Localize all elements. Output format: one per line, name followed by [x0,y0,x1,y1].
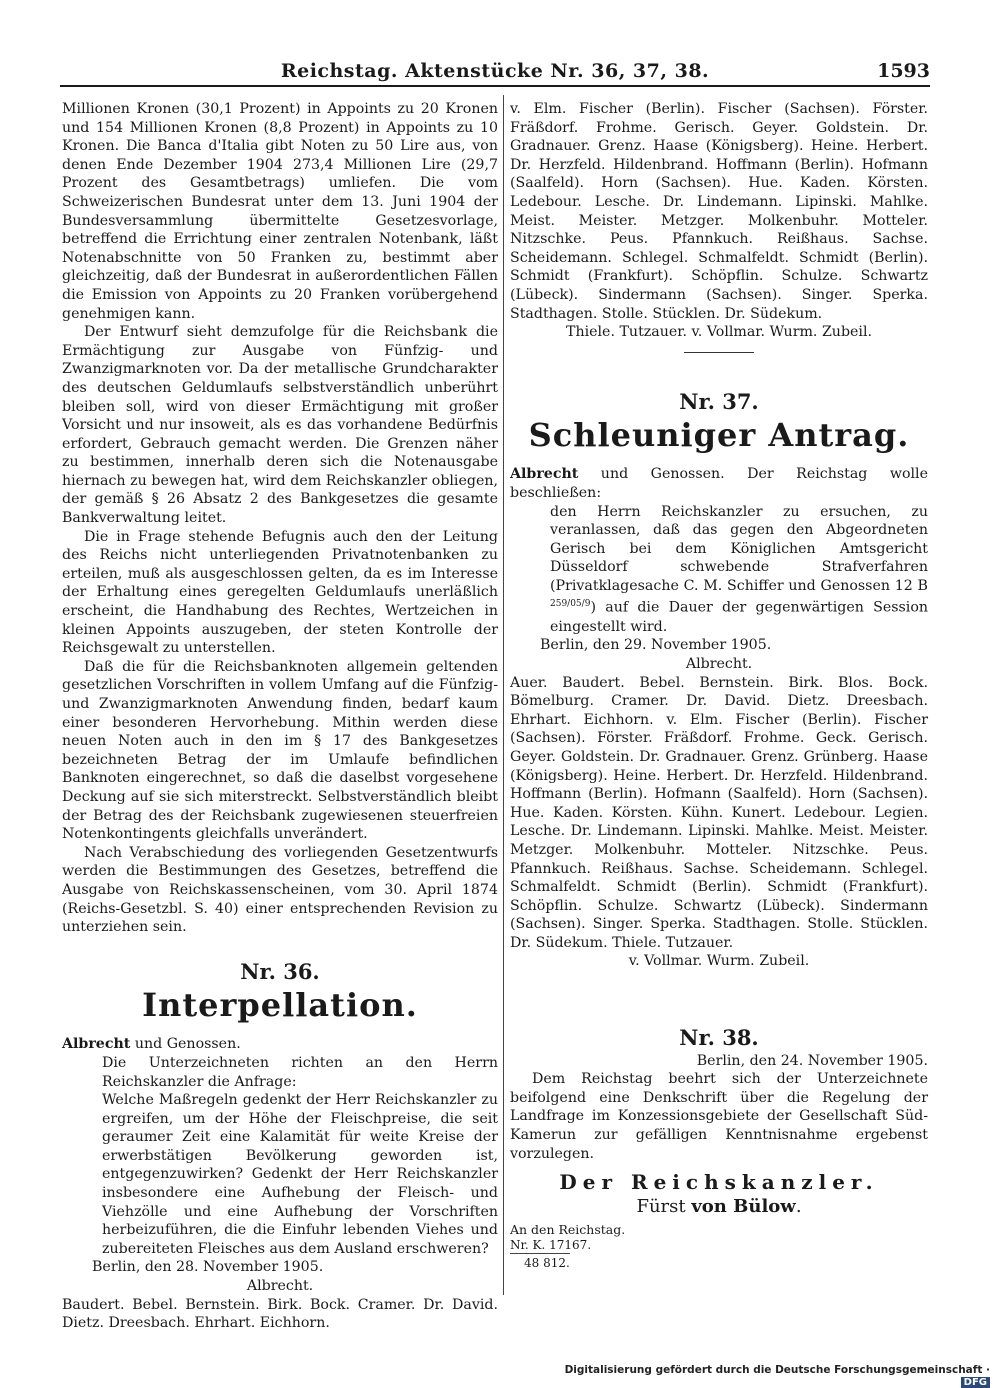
section-number-36: Nr. 36. [240,958,320,984]
dfg-logo: DFG [961,1377,990,1388]
letter-text: Dem Reichstag beehrt sich der Unterzeichnete beifolgend eine Denkschrift über die Regelung der Landfrage im Konzessionsgebiete der Gesellschaft Süd-Kamerun zur gefälligen Kenntnisnahme ergebenst vorzulegen. [510,1071,928,1162]
page-header [60,58,930,86]
author-line [62,1035,498,1054]
reference-number-2: 48 812. [510,1253,570,1273]
reference-number: Nr. K. 17167. [510,1238,592,1253]
signatories: Baudert. Bebel. Bernstein. Birk. Bock. Cramer. Dr. David. Dietz. Dreesbach. Ehrhart. Eichhorn. [62,1296,498,1332]
paragraph: Daß die für die Reichsbanknoten allgemein geltenden gesetzlichen Vorschriften in vollem Umfang auf die Fünfzig- und Zwanzigmarknoten Anwendung finden, bedarf kaum einer besonderen Hervorhebung. Mithin werden diese neuen Noten auch in den im § 17 des Bankgesetzes bezeichneten Betrag der im Umlaufe befindlichen Banknoten eingerechnet, so daß die daselbst vorgesehene Deckung auf sie sich miterstreckt. Selbstverständlich bleibt der Betrag des der Reichsbank zugewiesenen steuerfreien Notenkontingents gleichfalls unverändert. [62,658,498,843]
signatories-last: v. Vollmar. Wurm. Zubeil. [628,953,810,970]
author-rest: und Genossen. Der Reichstag wolle beschließen: [510,466,928,501]
author-name: Albrecht [510,466,579,483]
signature: Albrecht. [685,655,753,672]
sender-rank: Fürst [636,1195,692,1217]
section-number-37: Nr. 37. [679,388,759,414]
case-fraction: 259/05/9 [550,599,591,610]
motion-text-part2: ) auf die Dauer der gegenwärtigen Session eingestellt wird. [550,600,928,635]
section-rule [684,352,754,353]
section-title-interpellation: Interpellation. [142,986,418,1025]
signatories-last: Thiele. Tutzauer. v. Vollmar. Wurm. Zubeil. [565,324,873,341]
dateline: Berlin, den 24. November 1905. [696,1052,928,1069]
author-name: Albrecht [62,1036,131,1053]
page-number: 1593 [877,60,930,82]
interpellation-intro: Die Unterzeichneten richten an den Herrn Reichskanzler die Anfrage: [102,1054,498,1090]
paragraph: Nach Verabschiedung des vorliegenden Gesetzentwurfs werden die Bestimmungen des Gesetzes, betreffend die Ausgabe von Reichskassenscheinen, vom 30. April 1874 (Reichs-Gesetzbl. S. 40) einer entsprechenden Revision zu unterziehen sein. [62,844,498,936]
left-column [62,100,498,1333]
signatories: v. Elm. Fischer (Berlin). Fischer (Sachsen). Förster. Fräßdorf. Frohme. Gerisch. Geyer. Goldstein. Dr. Gradnauer. Grenz. Haase (Königsberg). Heine. Herbert. Dr. Herzfeld. Hildenbrand. Hoffmann (Berlin). Hofmann (Saalfeld). Horn (Sachsen). Hue. Kaden. Körsten. Ledebour. Lesche. Dr. Lindemann. Lipinski. Mahlke. Meist. Meister. Metzger. Molkenbuhr. Motteler. Nitzschke. Peus. Pfannkuch. Reißhaus. Sachse. Scheidemann. Schlegel. Schmalfeldt. Schmidt (Berlin). Schmidt (Frankfurt). Schöpflin. Schulze. Schwartz (Lübeck). Sindermann (Sachsen). Singer. Sperka. Stadthagen. Stolle. Stücklen. Dr. Südekum. [510,101,928,322]
digitization-footer [560,1364,990,1388]
section-title-antrag: Schleuniger Antrag. [528,416,910,455]
author-rest: und Genossen. [130,1036,241,1053]
sender-title: Der Reichskanzler. [559,1170,879,1195]
column-divider [503,95,504,1295]
running-title: Reichstag. Aktenstücke Nr. 36, 37, 38. [280,60,710,82]
author-line [510,465,928,502]
sender-name [510,1195,928,1217]
fraction-numerator: 259/05 [550,599,582,610]
section-number-38: Nr. 38. [679,1025,759,1051]
signature: Albrecht. [246,1278,314,1295]
interpellation-question: Welche Maßregeln gedenkt der Herr Reichskanzler zu ergreifen, um der Höhe der Fleischpreise, die seit geraumer Zeit eine Kalamität für weite Kreise der erwerbstätigen Bevölkerung geworden ist, entgegenzuwirken? Gedenkt der Herr Reichskanzler insbesondere eine Aufhebung der Fleisch- und Viehzölle und eine Aufhebung der Vorschriften herbeizuführen, die die Einfuhr lebenden Viehes und zubereiteten Fleisches aus dem Ausland erschweren? [102,1092,498,1257]
motion-text-part1: den Herrn Reichskanzler zu ersuchen, zu veranlassen, daß das gegen den Abgeordneten Gerisch bei dem Königlichen Amtsgericht Düsseldorf schwebende Strafverfahren (Privatklagesache C. M. Schiffer und Genossen 12 B [550,503,928,594]
motion-text [510,503,928,637]
footer-text: Digitalisierung gefördert durch die Deutsche Forschungsgemeinschaft · [564,1364,990,1376]
paragraph: Millionen Kronen (30,1 Prozent) in Appoints zu 20 Kronen und 154 Millionen Kronen (8,8 Prozent) in Appoints zu 10 Kronen. Die Banca d'Italia gibt Noten zu 50 Lire aus, von denen Ende Dezember 1904 273,4 Millionen Lire (29,7 Prozent des Gesamtbetrags) umliefen. Die vom Schweizerischen Bundesrat unter dem 13. Juni 1904 der Bundesversammlung übermittelte Gesetzesvorlage, betreffend die Errichtung einer zentralen Notenbank, läßt Notenabschnitte von 50 Franken zu, bestimmt aber gleichzeitig, daß der Bundesrat in außerordentlichen Fällen die Emission von Appoints zu 20 Franken vorübergehend genehmigen kann. [62,101,498,322]
addressee: An den Reichstag. [510,1222,626,1238]
fraction-denominator: 9 [584,599,591,610]
dateline: Berlin, den 28. November 1905. [92,1259,324,1276]
sender-end: . [795,1195,802,1217]
header-rule [60,85,930,87]
signatories: Auer. Baudert. Bebel. Bernstein. Birk. Blos. Bock. Bömelburg. Cramer. Dr. David. Dietz. Dreesbach. Ehrhart. Eichhorn. v. Elm. Fischer (Berlin). Fischer (Sachsen). Förster. Fräßdorf. Frohme. Geck. Gerisch. Geyer. Goldstein. Dr. Gradnauer. Grenz. Grünberg. Haase (Königsberg). Heine. Herbert. Dr. Herzfeld. Hildenbrand. Hoffmann (Berlin). Hofmann (Saalfeld). Horn (Sachsen). Hue. Kaden. Körsten. Kühn. Kunert. Ledebour. Legien. Lesche. Dr. Lindemann. Lipinski. Mahlke. Meist. Meister. Metzger. Molkenbuhr. Motteler. Nitzschke. Peus. Pfannkuch. Reißhaus. Sachse. Scheidemann. Schlegel. Schmalfeldt. Schmidt (Berlin). Schmidt (Frankfurt). Schöpflin. Schulze. Schwartz (Lübeck). Sindermann (Sachsen). Singer. Sperka. Stadthagen. Stolle. Stücklen. Dr. Südekum. Thiele. Tutzauer. [510,674,928,951]
sender-surname: von Bülow [691,1195,796,1217]
right-column [510,100,928,1273]
dateline: Berlin, den 29. November 1905. [540,637,772,654]
paragraph: Die in Frage stehende Befugnis auch den der Leitung des Reichs nicht unterliegenden Privatnotenbanken zu erteilen, muß als ausgeschlossen gelten, da es im Interesse der Erhaltung eines geregelten Geldumlaufs unerläßlich erscheint, die Handhabung des Rechtes, Wertzeichen in kleinen Appoints auszugeben, der steten Kontrolle der Reichsgewalt zu unterstellen. [62,528,498,657]
paragraph: Der Entwurf sieht demzufolge für die Reichsbank die Ermächtigung zur Ausgabe von Fünfzig- und Zwanzigmarknoten vor. Da der metallische Grundcharakter des deutschen Geldumlaufs selbstverständlich unberührt bleiben soll, wird von dieser Ermächtigung mit großer Vorsicht und nur insoweit, als es das vorhandene Bedürfnis erfordert, Gebrauch gemacht werden. Die Grenzen näher zu bestimmen, innerhalb deren sich die Notenausgabe hiernach zu bewegen hat, wird dem Reichskanzler obliegen, der gemäß § 26 Absatz 2 des Bankgesetzes die gesamte Bankverwaltung leitet. [62,324,498,527]
